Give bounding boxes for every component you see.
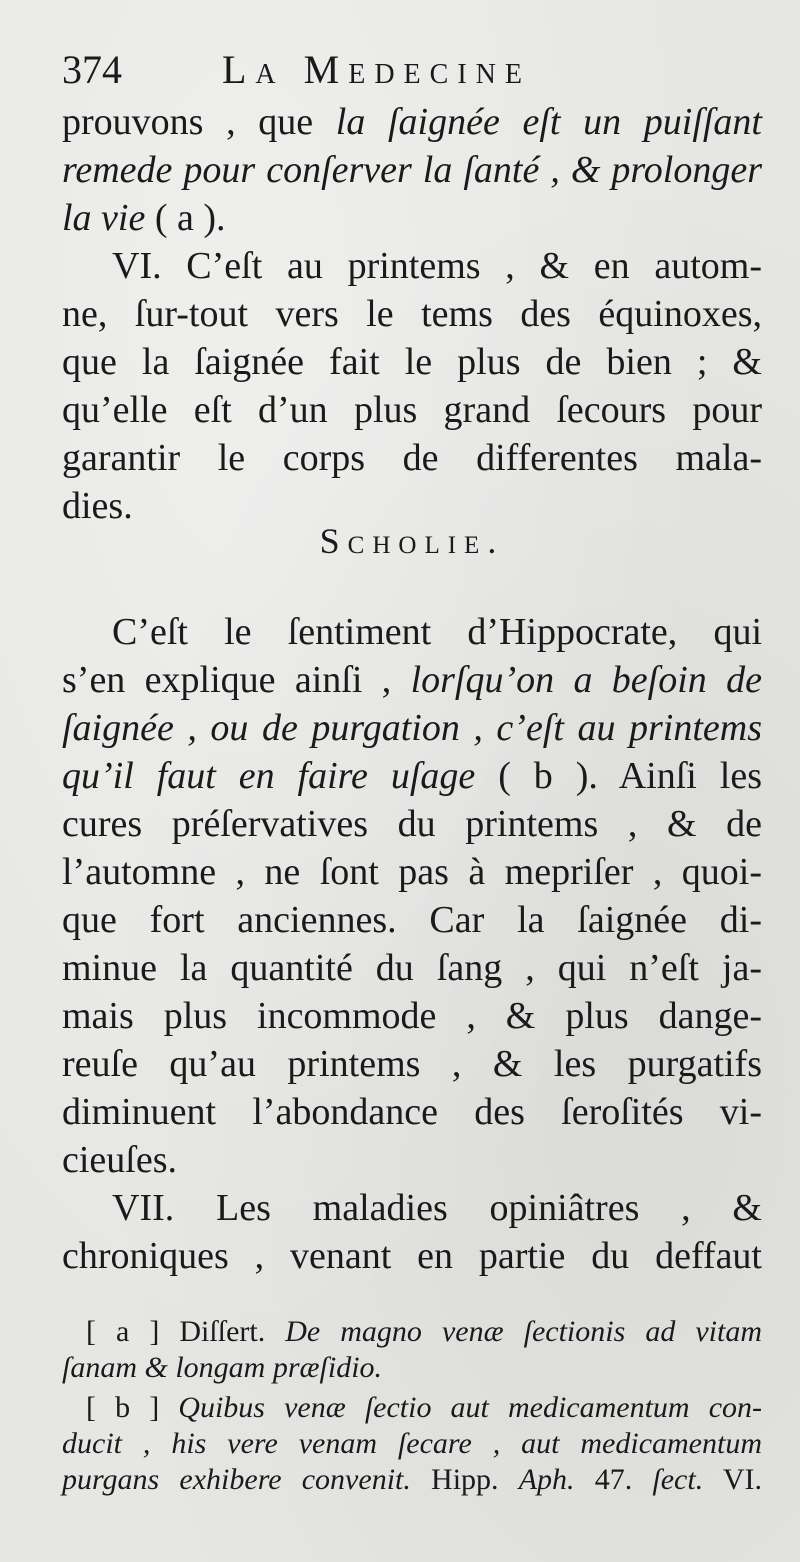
text-line: qu’elle eſt d’un plus grand ſecours pour bbox=[62, 389, 762, 431]
running-title: La Medecine bbox=[222, 47, 531, 92]
text-line: que la ſaignée fait le plus de bien ; & bbox=[62, 341, 762, 383]
section-vii-line: VII. Les maladies opiniâtres , & bbox=[112, 1187, 762, 1229]
text-line: qu’il faut en faire uſage ( b ). Ainſi les bbox=[62, 755, 762, 797]
page-number: 374 bbox=[62, 47, 122, 92]
text-line: garantir le corps de differentes mala- bbox=[62, 437, 762, 479]
text-line: minue la quantité du ſang , qui n’eſt ja- bbox=[62, 947, 762, 989]
text-line: cures préſervatives du printems , & de bbox=[62, 803, 762, 845]
text-line: l’automne , ne ſont pas à mepriſer , quoi- bbox=[62, 851, 762, 893]
text-line: chroniques , venant en partie du deffaut bbox=[62, 1235, 762, 1277]
section-vi-line: VI. C’eſt au printems , & en autom- bbox=[112, 245, 762, 287]
footnote-b-cite: purgans exhibere convenit. Hipp. Aph. 47. ſect. VI. bbox=[62, 1463, 763, 1496]
text-line: ne, ſur-tout vers le tems des équinoxes, bbox=[62, 293, 762, 335]
text-line: mais plus incommode , & plus dange- bbox=[62, 995, 762, 1037]
text-line: que fort anciennes. Car la ſaignée di- bbox=[62, 899, 762, 941]
text-line: cieuſes. bbox=[62, 1139, 178, 1181]
text-line: remede pour conſerver la ſanté , & prolonger bbox=[62, 149, 762, 191]
footnote-a-cont: ſanam & longam præſidio. bbox=[62, 1351, 383, 1384]
footnote-b-cont: ducit , his vere venam ſecare , aut medicamentum bbox=[62, 1427, 762, 1460]
scholie-heading: Scholie. bbox=[319, 521, 505, 561]
page-header bbox=[62, 42, 762, 98]
text-line: la vie ( a ). bbox=[62, 197, 226, 239]
text-line: reuſe qu’au printems , & les purgatifs bbox=[62, 1043, 762, 1085]
text-line: ſaignée , ou de purgation , c’eſt au printems bbox=[62, 707, 762, 749]
text-line: C’eſt le ſentiment d’Hippocrate, qui bbox=[112, 611, 762, 653]
text-line: prouvons , que la ſaignée eſt un puiſſant bbox=[62, 101, 762, 143]
footnote-b: [ b ] Quibus venæ ſectio aut medicamentum con- bbox=[86, 1391, 763, 1424]
text-line: s’en explique ainſi , lorſqu’on a beſoin de bbox=[62, 659, 762, 701]
text-line: diminuent l’abondance des ſeroſités vi- bbox=[62, 1091, 762, 1133]
text-line: dies. bbox=[62, 485, 133, 527]
footnote-a: [ a ] Diſſert. De magno venæ ſectionis ad vitam bbox=[86, 1315, 762, 1348]
